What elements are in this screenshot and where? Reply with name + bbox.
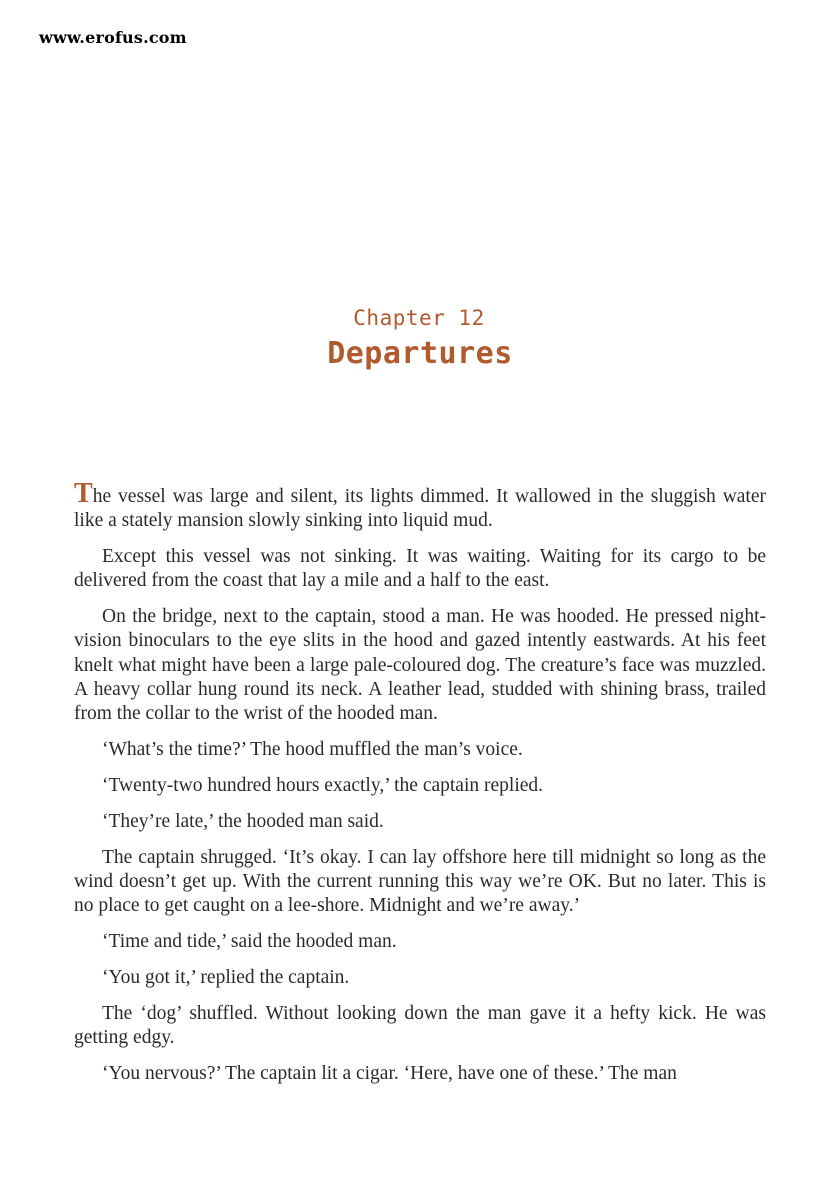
paragraph-text: he vessel was large and silent, its lights dimmed. It wallowed in the sluggish water like a stately mansion slowly sinking into liquid mud. xyxy=(74,486,766,532)
chapter-heading xyxy=(0,306,840,371)
paragraph: ‘Twenty-two hundred hours exactly,’ the captain replied. xyxy=(102,774,544,796)
paragraph: The captain shrugged. ‘It’s okay. I can lay offshore here till midnight so long as the wind doesn’t get up. With the current running this way we’re OK. But no later. This is no place to get caught on a lee-shore. Midnight and we’re away.’ xyxy=(74,846,766,917)
paragraph: Except this vessel was not sinking. It was waiting. Waiting for its cargo to be delivered from the coast that lay a mile and a half to the east. xyxy=(74,546,766,592)
paragraph: The ‘dog’ shuffled. Without looking down the man gave it a hefty kick. He was getting edgy. xyxy=(74,1002,766,1048)
paragraph: ‘Time and tide,’ said the hooded man. xyxy=(102,930,397,952)
chapter-body xyxy=(74,480,766,1097)
paragraph: ‘You nervous?’ The captain lit a cigar. ‘Here, have one of these.’ The man xyxy=(102,1062,677,1084)
paragraph: ‘What’s the time?’ The hood muffled the man’s voice. xyxy=(102,739,523,761)
watermark-text: www.erofus.com xyxy=(39,28,187,47)
paragraph xyxy=(74,480,766,534)
paragraph: On the bridge, next to the captain, stood a man. He was hooded. He pressed night-vision binoculars to the eye slits in the hood and gazed intently eastwards. At his feet knelt what might have been a large pale-coloured dog. The creature’s face was muzzled. A heavy collar hung round its neck. A leather lead, studded with shining brass, trailed from the collar to the wrist of the hooded man. xyxy=(74,606,766,725)
paragraph: ‘You got it,’ replied the captain. xyxy=(102,966,350,988)
chapter-number: Chapter 12 xyxy=(353,306,485,330)
drop-cap: T xyxy=(74,478,93,509)
chapter-title: Departures xyxy=(327,336,513,371)
paragraph: ‘They’re late,’ the hooded man said. xyxy=(102,810,384,832)
